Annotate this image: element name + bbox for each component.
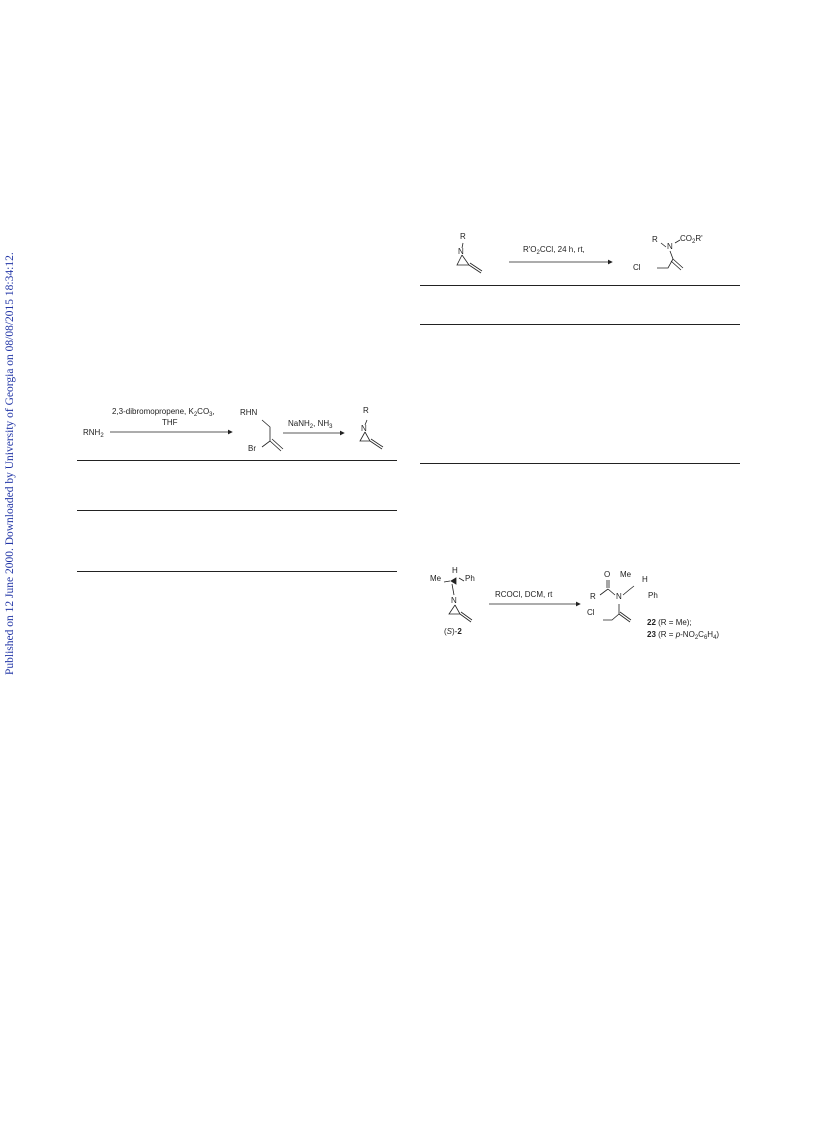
s2-stereo: S [446, 627, 453, 636]
compound-s2-label [444, 628, 462, 636]
reagent-dibromopropene [112, 408, 215, 416]
amide-cl-label: Cl [587, 608, 595, 617]
reagent1-sub2: 3 [209, 412, 213, 418]
chiral-me-label: Me [430, 574, 442, 583]
s2-number: 2 [457, 627, 462, 636]
amide-o-label: O [604, 570, 611, 579]
compound-22-text: (R = Me); [655, 618, 692, 627]
carbamate-ester-label [680, 235, 703, 243]
compound-22-number: 22 [647, 618, 656, 627]
c23-pre: (R = [655, 630, 676, 639]
aziridine-n-label: N [458, 247, 464, 256]
reagent1-end: , [212, 407, 215, 416]
amide-r-label: R [590, 592, 596, 601]
reagent2-post: , NH [313, 419, 330, 428]
reagent1-sub: 2 [193, 412, 198, 418]
s2-mid: )- [452, 627, 458, 636]
reagent1-pre: 2,3-dibromopropene, K [112, 407, 194, 416]
ester-post: R' [695, 234, 703, 243]
solvent-thf: THF [162, 418, 178, 427]
carbamate-r-label: R [652, 235, 658, 244]
reagent2-sub2: 3 [329, 424, 333, 430]
amide-me-label: Me [620, 570, 632, 579]
chloroformate-pre: R'O [523, 245, 537, 254]
reagent2-pre: NaNH [288, 419, 310, 428]
c23-para: p [675, 630, 681, 639]
chiral-ph-label: Ph [465, 574, 475, 583]
reactant-amine [83, 429, 104, 437]
chloroformate-sub: 2 [536, 250, 540, 256]
product-r-label: R [363, 406, 369, 415]
carbamate-n-label: N [667, 242, 673, 251]
amide-product-bonds [600, 580, 634, 622]
aziridine-r-label: R [460, 232, 466, 241]
compound-23-number: 23 [647, 630, 656, 639]
intermediate-bonds [262, 420, 283, 451]
reagent-chloroformate [523, 246, 585, 254]
compound-23-label [647, 631, 719, 639]
c23-end: ) [716, 630, 720, 639]
c23-mid: -NO [680, 630, 695, 639]
reagent1-post: CO [197, 407, 210, 416]
reactant-amine-subscript: 2 [100, 433, 104, 439]
reagent-acyl-chloride: RCOCl, DCM, rt [495, 590, 553, 599]
reagent-sodamide [288, 420, 332, 428]
carbamate-cl-label: Cl [633, 263, 641, 272]
c23-h: H [707, 630, 714, 639]
ester-sub: 2 [692, 239, 696, 245]
intermediate-br: Br [248, 444, 256, 453]
amide-n-label: N [616, 592, 622, 601]
amide-ph-label: Ph [648, 591, 658, 600]
chiral-aziridine-bonds [444, 578, 472, 622]
amide-h-label: H [642, 575, 648, 584]
download-notice: Published on 12 June 2000. Downloaded by University of Georgia on 08/08/2015 18:34:12. [4, 252, 16, 675]
compound-22-label [647, 619, 692, 627]
c23-sub3: 4 [713, 635, 717, 641]
chiral-h-label: H [452, 566, 458, 575]
chiral-n-label: N [451, 596, 457, 605]
c23-sub2: 6 [703, 635, 708, 641]
c23-sub1: 2 [694, 635, 699, 641]
chloroformate-post: CCl, 24 h, rt, [539, 245, 585, 254]
c23-c: C [698, 630, 704, 639]
reactant-amine-text: RNH [83, 428, 101, 437]
intermediate-rhn: RHN [240, 408, 258, 417]
wedge-bond [451, 578, 456, 584]
reagent2-sub: 2 [309, 424, 314, 430]
s2-open: ( [444, 627, 447, 636]
product-n-label: N [361, 424, 367, 433]
ester-pre: CO [680, 234, 692, 243]
